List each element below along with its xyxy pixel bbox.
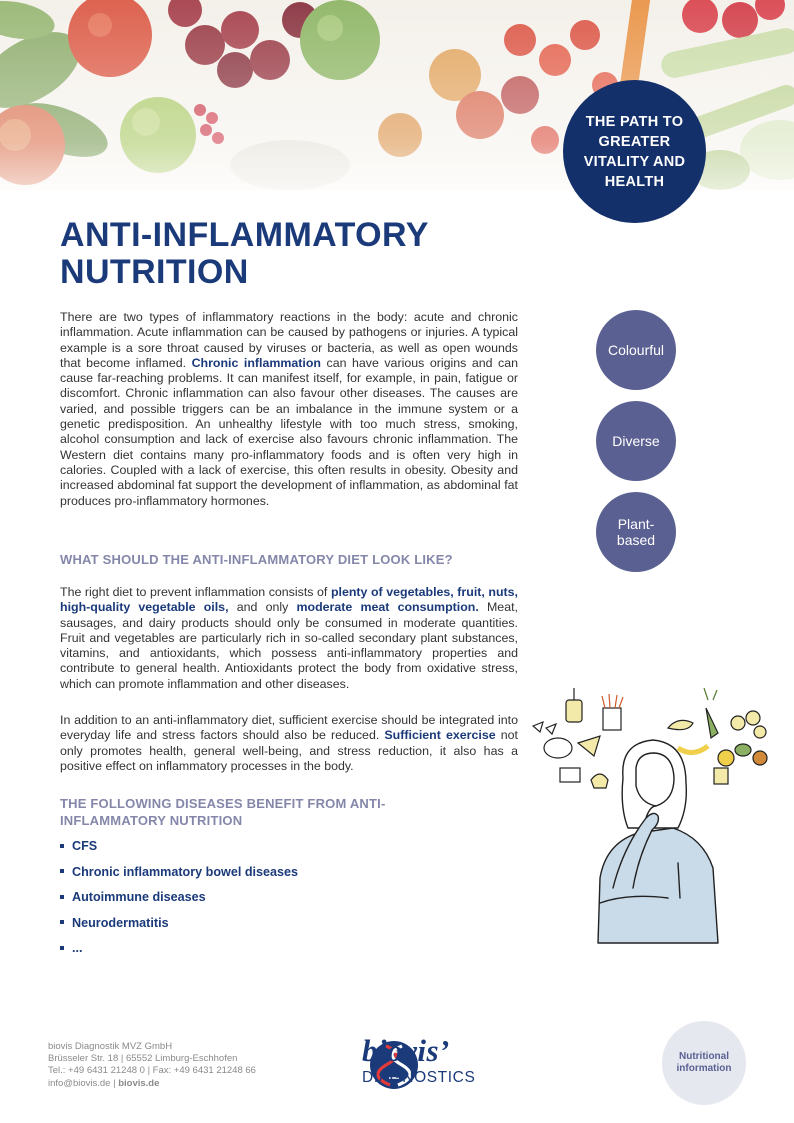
diet-heading: WHAT SHOULD THE ANTI-INFLAMMATORY DIET LOOK LIKE? (60, 552, 453, 567)
logo-subtitle: DIAGNOSTICS (362, 1069, 476, 1086)
bullet-square-icon (60, 895, 64, 899)
page-title (60, 217, 520, 291)
exercise-paragraph: In addition to an anti-inflammatory diet, sufficient exercise should be integrated into everyday life and stress factors should also be reduced. Sufficient exercise not only promotes health, general well-being, and stress reduction, it also has a positive effect on inflammatory processes in the body. (60, 713, 518, 773)
list-item: CFS (60, 838, 298, 864)
title-line-1: ANTI-INFLAMMATORY (60, 216, 429, 254)
vitality-badge-text: THE PATH TO GREATER VITALITY AND HEALTH (583, 113, 686, 190)
nutritional-information-badge: Nutritional information (662, 1021, 746, 1105)
vitality-badge (563, 80, 706, 223)
website-link[interactable]: biovis.de (118, 1077, 160, 1089)
phone-fax: Tel.: +49 6431 21248 0 | Fax: +49 6431 21248 66 (48, 1065, 256, 1077)
logo-wordmark: biovis’ (362, 1033, 450, 1068)
bullet-square-icon (60, 920, 64, 924)
email-link[interactable]: info@biovis.de (48, 1077, 111, 1089)
list-item: ... (60, 940, 298, 966)
thinking-woman-illustration (528, 688, 778, 948)
bullet-square-icon (60, 869, 64, 873)
pill-colourful: Colourful (596, 310, 676, 390)
diseases-heading: THE FOLLOWING DISEASES BENEFIT FROM ANTI-INFLAMMATORY NUTRITION (60, 796, 386, 828)
pill-plant-based: Plant-based (596, 492, 676, 572)
bullet-square-icon (60, 946, 64, 950)
pill-diverse: Diverse (596, 401, 676, 481)
street-address: Brüsseler Str. 18 | 65552 Limburg-Eschhofen (48, 1053, 238, 1065)
list-item: Neurodermatitis (60, 915, 298, 941)
title-line-2: NUTRITION (60, 253, 249, 291)
diet-paragraph: The right diet to prevent inflammation consists of plenty of vegetables, fruit, nuts, high-quality vegetable oils, and only moderate meat consumption. Meat, sausages, and dairy products should only be consumed in moderate quantities. Fruit and vegetables are particularly rich in so-called secondary plant substances, vitamins, and antioxidants, which possess anti-inflammatory properties and contribute to general health. Antioxidants protect the body from oxidative stress, which can promote inflammation and other diseases. (60, 585, 518, 691)
disease-list (60, 838, 298, 966)
footer-address: biovis Diagnostik MVZ GmbH Brüsseler Str. 18 | 65552 Limburg-Eschhofen Tel.: +49 6431 21248 0 | Fax: +49 6431 21248 66 info@biovis.de | biovis.de (48, 1041, 256, 1089)
list-item: Chronic inflammatory bowel diseases (60, 864, 298, 890)
company-name: biovis Diagnostik MVZ GmbH (48, 1041, 173, 1052)
chronic-inflammation-emphasis: Chronic inflammation (191, 355, 321, 370)
list-item: Autoimmune diseases (60, 889, 298, 915)
intro-paragraph: There are two types of inflammatory reactions in the body: acute and chronic inflammation. Acute inflammation can be caused by pathogens or injuries. A typical example is a sore throat caused by viruses or bacteria, as well as open wounds that become inflamed. Chronic inflammation can have various origins and can cause far-reaching problems. It can manifest itself, for example, in pain, fatigue or discomfort. Chronic inflammation can also favour other diseases. The causes are varied, and possible triggers can be an imbalance in the immune system or a genetic predisposition. An unhealthy lifestyle with too much stress, smoking, alcohol consumption and lack of exercise also favours chronic inflammation. The Western diet contains many pro-inflammatory foods and is often very high in calories. Coupled with a lack of exercise, this often results in obesity. Obesity and increased abdominal fat support the development of inflammation, as abdominal fat produces pro-inflammatory hormones. (60, 310, 518, 508)
bullet-square-icon (60, 844, 64, 848)
